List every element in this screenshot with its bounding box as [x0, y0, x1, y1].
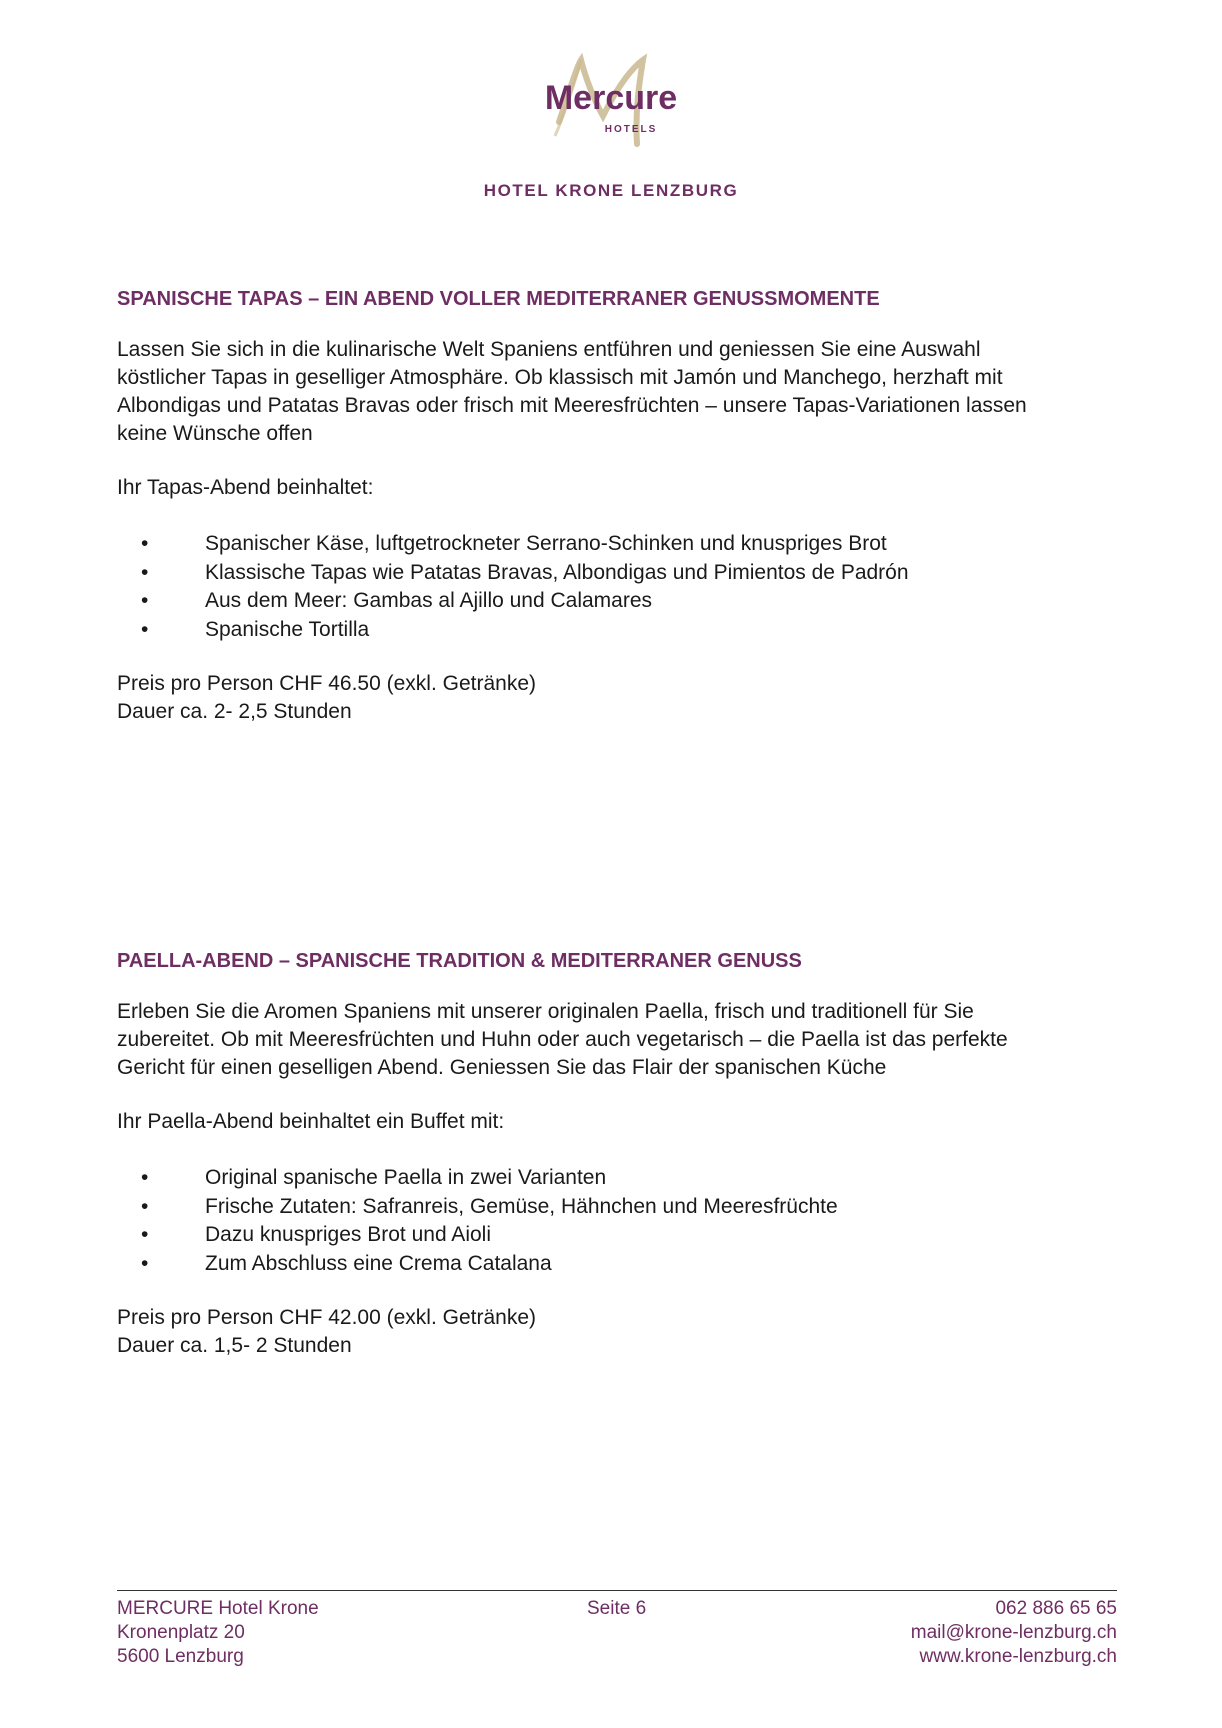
list-item-text: Klassische Tapas wie Patatas Bravas, Albondigas und Pimientos de Padrón [205, 560, 909, 584]
price-text: Preis pro Person CHF 46.50 (exkl. Getränke) [117, 672, 536, 695]
list-item-text: Zum Abschluss eine Crema Catalana [205, 1251, 552, 1275]
list-item-text: Original spanische Paella in zwei Varianten [205, 1166, 607, 1189]
list-item-text: Frische Zutaten: Safranreis, Gemüse, Hähnchen und Meeresfrüchte [205, 1194, 838, 1218]
bullet-list [117, 1164, 1117, 1278]
list-item-text: Spanischer Käse, luftgetrockneter Serrano-Schinken und knuspriges Brot [205, 532, 887, 555]
bullet-icon: • [141, 560, 149, 584]
tapas-section [117, 288, 1117, 726]
list-item [117, 1250, 1117, 1279]
mercure-m-emblem-icon [511, 52, 711, 152]
bullet-icon: • [141, 589, 149, 612]
logo-subtext: HOTELS [604, 124, 658, 135]
duration-text: Dauer ca. 1,5- 2 Stunden [117, 1334, 352, 1357]
includes-label: Ihr Paella-Abend beinhaltet ein Buffet mit: [117, 1110, 505, 1133]
includes-label: Ihr Tapas-Abend beinhaltet: [117, 476, 374, 499]
list-item-text: Spanische Tortilla [205, 617, 370, 641]
price-text: Preis pro Person CHF 42.00 (exkl. Getränke) [117, 1306, 536, 1329]
list-item [117, 1193, 1117, 1222]
footer-phone: 062 886 65 65 [995, 1598, 1117, 1619]
list-item [117, 587, 1117, 616]
section-title: PAELLA-ABEND – SPANISCHE TRADITION & MEDITERRANER GENUSS [117, 950, 802, 972]
footer-website[interactable]: www.krone-lenzburg.ch [919, 1646, 1117, 1667]
intro-line: Gericht für einen geselligen Abend. Geniessen Sie das Flair der spanischen Küche [117, 1056, 887, 1079]
list-item [117, 1221, 1117, 1250]
bullet-icon: • [141, 617, 149, 641]
hotel-name: HOTEL KRONE LENZBURG [483, 181, 739, 200]
list-item [117, 616, 1117, 645]
footer-divider [117, 1590, 1117, 1591]
intro-line: keine Wünsche offen [117, 422, 313, 445]
list-item [117, 1164, 1117, 1193]
intro-line: Lassen Sie sich in die kulinarische Welt Spaniens entführen und geniessen Sie eine Auswahl [117, 338, 981, 361]
footer-city: 5600 Lenzburg [117, 1646, 244, 1667]
bullet-icon: • [141, 1223, 149, 1246]
mercure-logo [0, 52, 1222, 152]
page-footer [117, 1590, 1117, 1667]
intro-line: Albondigas und Patatas Bravas oder frisch mit Meeresfrüchten – unsere Tapas-Variationen lassen [117, 394, 1027, 417]
section-title: SPANISCHE TAPAS – EIN ABEND VOLLER MEDITERRANER GENUSSMOMENTE [117, 288, 880, 310]
bullet-list [117, 530, 1117, 644]
footer-page-number: Seite 6 [587, 1598, 647, 1619]
list-item [117, 559, 1117, 588]
footer-street: Kronenplatz 20 [117, 1622, 245, 1643]
intro-line: zubereitet. Ob mit Meeresfrüchten und Huhn oder auch vegetarisch – die Paella ist das perfekte [117, 1028, 1008, 1051]
list-item-text: Aus dem Meer: Gambas al Ajillo und Calamares [205, 589, 653, 612]
intro-line: Erleben Sie die Aromen Spaniens mit unserer originalen Paella, frisch und traditionell für Sie [117, 1000, 974, 1023]
bullet-icon: • [141, 532, 149, 555]
paella-section [117, 950, 1117, 1360]
duration-text: Dauer ca. 2- 2,5 Stunden [117, 700, 352, 723]
intro-line: köstlicher Tapas in geselliger Atmosphäre. Ob klassisch mit Jamón und Manchego, herzhaft mit [117, 366, 1003, 389]
logo-text: Mercure [544, 79, 678, 117]
footer-address [117, 1597, 319, 1669]
bullet-icon: • [141, 1251, 149, 1275]
bullet-icon: • [141, 1166, 149, 1189]
bullet-icon: • [141, 1194, 149, 1218]
footer-email[interactable]: mail@krone-lenzburg.ch [910, 1622, 1117, 1643]
list-item [117, 530, 1117, 559]
list-item-text: Dazu knuspriges Brot und Aioli [205, 1223, 491, 1246]
footer-company: MERCURE Hotel Krone [117, 1598, 319, 1619]
footer-contact [911, 1597, 1117, 1669]
